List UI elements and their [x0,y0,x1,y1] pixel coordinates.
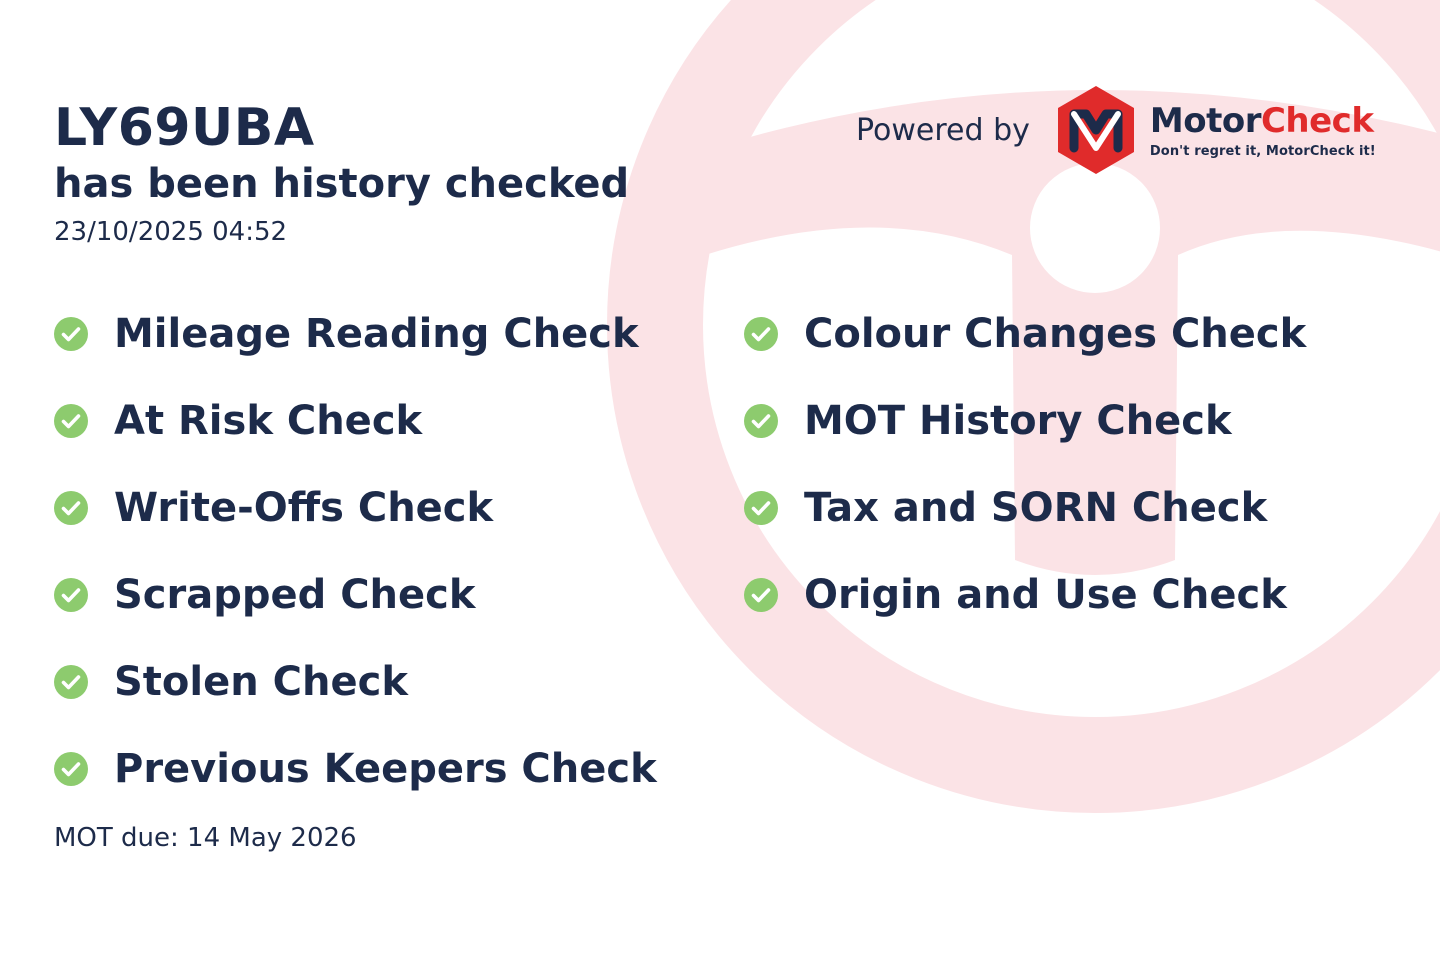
check-item-write-offs [54,464,657,551]
check-label: Tax and SORN Check [804,484,1268,531]
check-item-tax-sorn [744,464,1306,551]
vehicle-registration: LY69UBA [54,98,315,158]
report-header [54,94,629,252]
check-item-mileage [54,290,657,377]
check-circle-icon [744,578,778,612]
check-item-colour-changes [744,290,1306,377]
check-circle-icon [744,491,778,525]
brand-name-motor: Motor [1149,100,1261,141]
brand-name-check: Check [1260,100,1374,141]
check-label: Colour Changes Check [804,310,1307,357]
check-item-origin-use [744,551,1306,638]
check-item-scrapped [54,551,657,638]
check-circle-icon [54,491,88,525]
status-heading: has been history checked [54,161,630,207]
check-item-at-risk [54,377,657,464]
checks-list-left [54,290,657,812]
check-circle-icon [744,317,778,351]
check-label: MOT History Check [804,397,1232,444]
checks-list-right [744,290,1306,638]
brand-text [1150,102,1376,159]
motorcheck-hexagon-logo [1056,84,1136,176]
check-item-previous-keepers [54,725,657,812]
check-label: At Risk Check [114,397,423,444]
check-label: Origin and Use Check [804,571,1287,618]
check-item-mot-history [744,377,1306,464]
check-circle-icon [54,317,88,351]
check-circle-icon [744,404,778,438]
brand-name [1150,102,1376,140]
check-circle-icon [54,404,88,438]
checked-timestamp: 23/10/2025 04:52 [54,217,288,247]
brand-tagline: Don't regret it, MotorCheck it! [1149,143,1376,159]
check-circle-icon [54,665,88,699]
check-label: Scrapped Check [114,571,476,618]
mot-due-date: MOT due: 14 May 2026 [54,823,357,853]
check-label: Mileage Reading Check [114,310,639,357]
check-label: Previous Keepers Check [114,745,657,792]
check-circle-icon [54,752,88,786]
check-item-stolen [54,638,657,725]
powered-by-branding [856,82,1376,178]
check-label: Write-Offs Check [114,484,494,531]
check-label: Stolen Check [114,658,408,705]
powered-by-label: Powered by [856,112,1030,148]
check-circle-icon [54,578,88,612]
